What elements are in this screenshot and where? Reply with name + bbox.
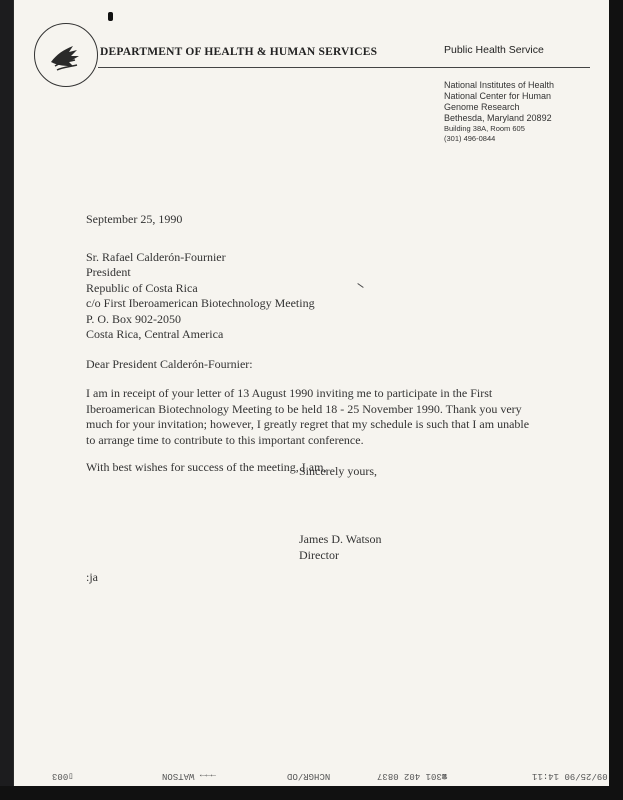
- service-name: Public Health Service: [444, 44, 544, 56]
- letter-body: [86, 212, 556, 584]
- letter-date: September 25, 1990: [86, 212, 183, 226]
- fax-recipient: →→→ WATSON: [162, 771, 217, 781]
- address-line: National Center for Human: [444, 91, 552, 101]
- address-phone: (301) 496-0844: [444, 134, 496, 143]
- body-line: Iberoamerican Biotechnology Meeting to be held 18 - 25 November 1990. Thank you very: [86, 401, 522, 416]
- address-room: Building 38A, Room 605: [444, 124, 525, 133]
- recipient-line: Sr. Rafael Calderón-Fournier: [86, 249, 226, 264]
- body-line: I am in receipt of your letter of 13 August 1990 inviting me to participate in the First: [86, 386, 493, 400]
- letter-page: [14, 0, 610, 786]
- scan-edge: [609, 0, 623, 800]
- typist-initials: :ja: [86, 570, 98, 584]
- recipient-line: P. O. Box 902-2050: [86, 311, 182, 326]
- recipient-line: Costa Rica, Central America: [86, 327, 224, 341]
- institution-address: [444, 80, 554, 144]
- address-line: Genome Research: [444, 102, 520, 112]
- closing-wishes: With best wishes for success of the meeting, I am,: [86, 460, 327, 474]
- fax-datetime: 09/25/90 14:11: [532, 771, 608, 781]
- fax-header-strip: [32, 771, 622, 783]
- hhs-seal-icon: [34, 23, 98, 87]
- fax-page-number: ▯003: [52, 771, 74, 781]
- body-line: to arrange time to contribute to this important conference.: [86, 432, 364, 447]
- letterhead-divider: [98, 67, 590, 68]
- scan-bottom-edge: [0, 786, 623, 800]
- salutation: Dear President Calderón-Fournier:: [86, 356, 253, 371]
- address-line: National Institutes of Health: [444, 80, 555, 90]
- signer-name: James D. Watson: [299, 532, 382, 546]
- fax-org: NCHGR/OD: [287, 771, 331, 781]
- recipient-line: Republic of Costa Rica: [86, 280, 198, 295]
- signer-title: Director: [299, 548, 339, 562]
- body-paragraph: [86, 386, 556, 448]
- recipient-block: [86, 250, 556, 343]
- complimentary-close: Sincerely yours,: [299, 464, 377, 478]
- recipient-line: President: [86, 265, 131, 279]
- department-name: DEPARTMENT OF HEALTH & HUMAN SERVICES: [100, 46, 378, 58]
- recipient-line: c/o First Iberoamerican Biotechnology Meeting: [86, 296, 315, 310]
- body-line: much for your invitation; however, I greatly regret that my schedule is such that I am unable: [86, 417, 530, 431]
- fax-phone: ☎301 402 0837: [377, 771, 448, 781]
- ink-speck: [108, 12, 113, 21]
- address-line: Bethesda, Maryland 20892: [444, 113, 552, 123]
